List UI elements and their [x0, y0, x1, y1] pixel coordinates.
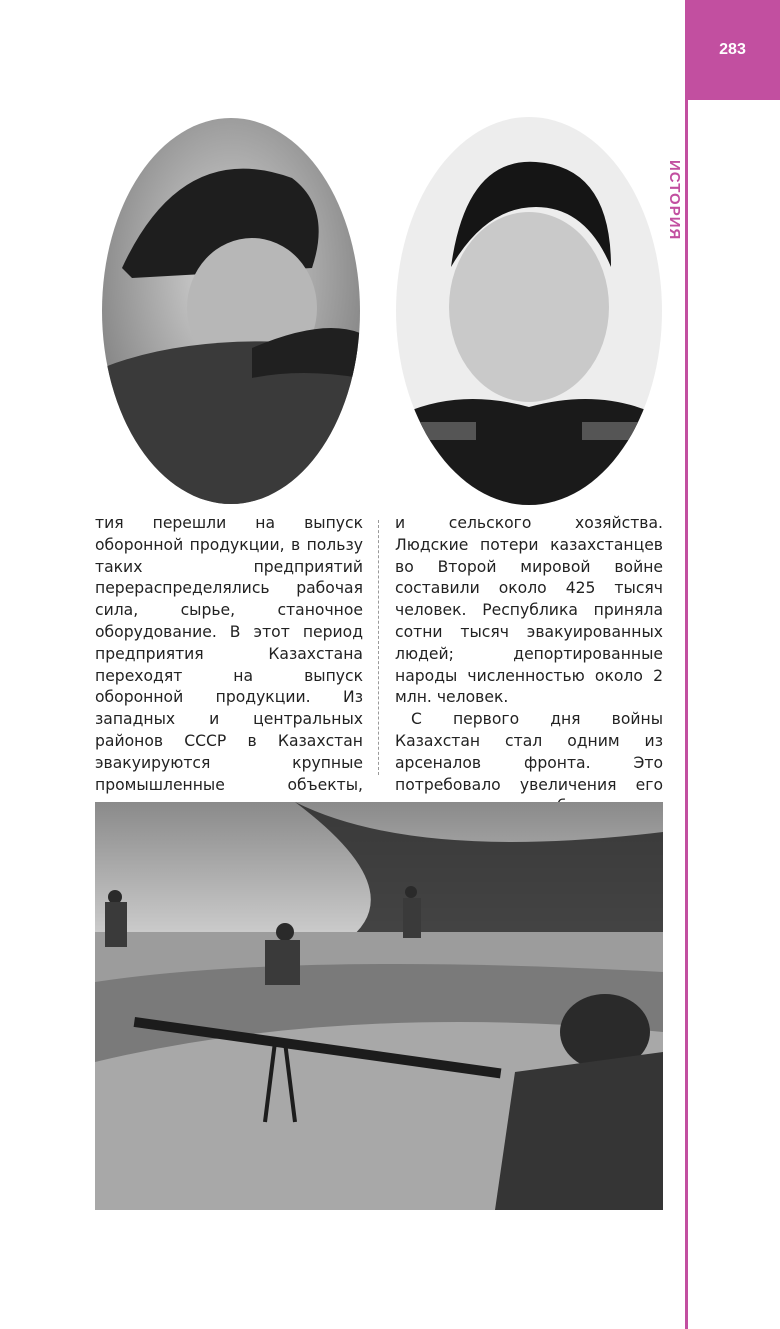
side-accent-rule	[685, 100, 688, 1329]
column-divider	[378, 520, 379, 775]
body-paragraph: С первого дня войны Казахстан стал одним из арсеналов фронта. Это потребовало увеличения его	[395, 710, 663, 794]
soldiers-battlefield-photo	[95, 802, 663, 1210]
officer-portrait	[396, 117, 662, 505]
page-number-tab	[685, 0, 780, 100]
body-paragraph: тия перешли на выпуск оборонной продукции, в пользу таких предприятий перераспределялись рабочая сила, сырье, станочное оборудование. В этот период предприятия Казахстана переходят на выпуск оборонной продукции. Из западных и центральных районов СССР в Казахстан эвакуируются крупные промышленные объекты,	[95, 514, 363, 794]
page-number: 283	[719, 41, 746, 58]
woman-sniper-portrait	[102, 118, 360, 504]
section-label: ИСТОРИЯ	[666, 160, 683, 241]
body-paragraph: и сельского хозяйства. Людские потери казахстанцев во Второй мировой войне составили около 425 тысяч человек. Республика приняла сотни тысяч эвакуированных людей; депортированные народы численностью около 2 млн. человек.	[395, 514, 663, 707]
